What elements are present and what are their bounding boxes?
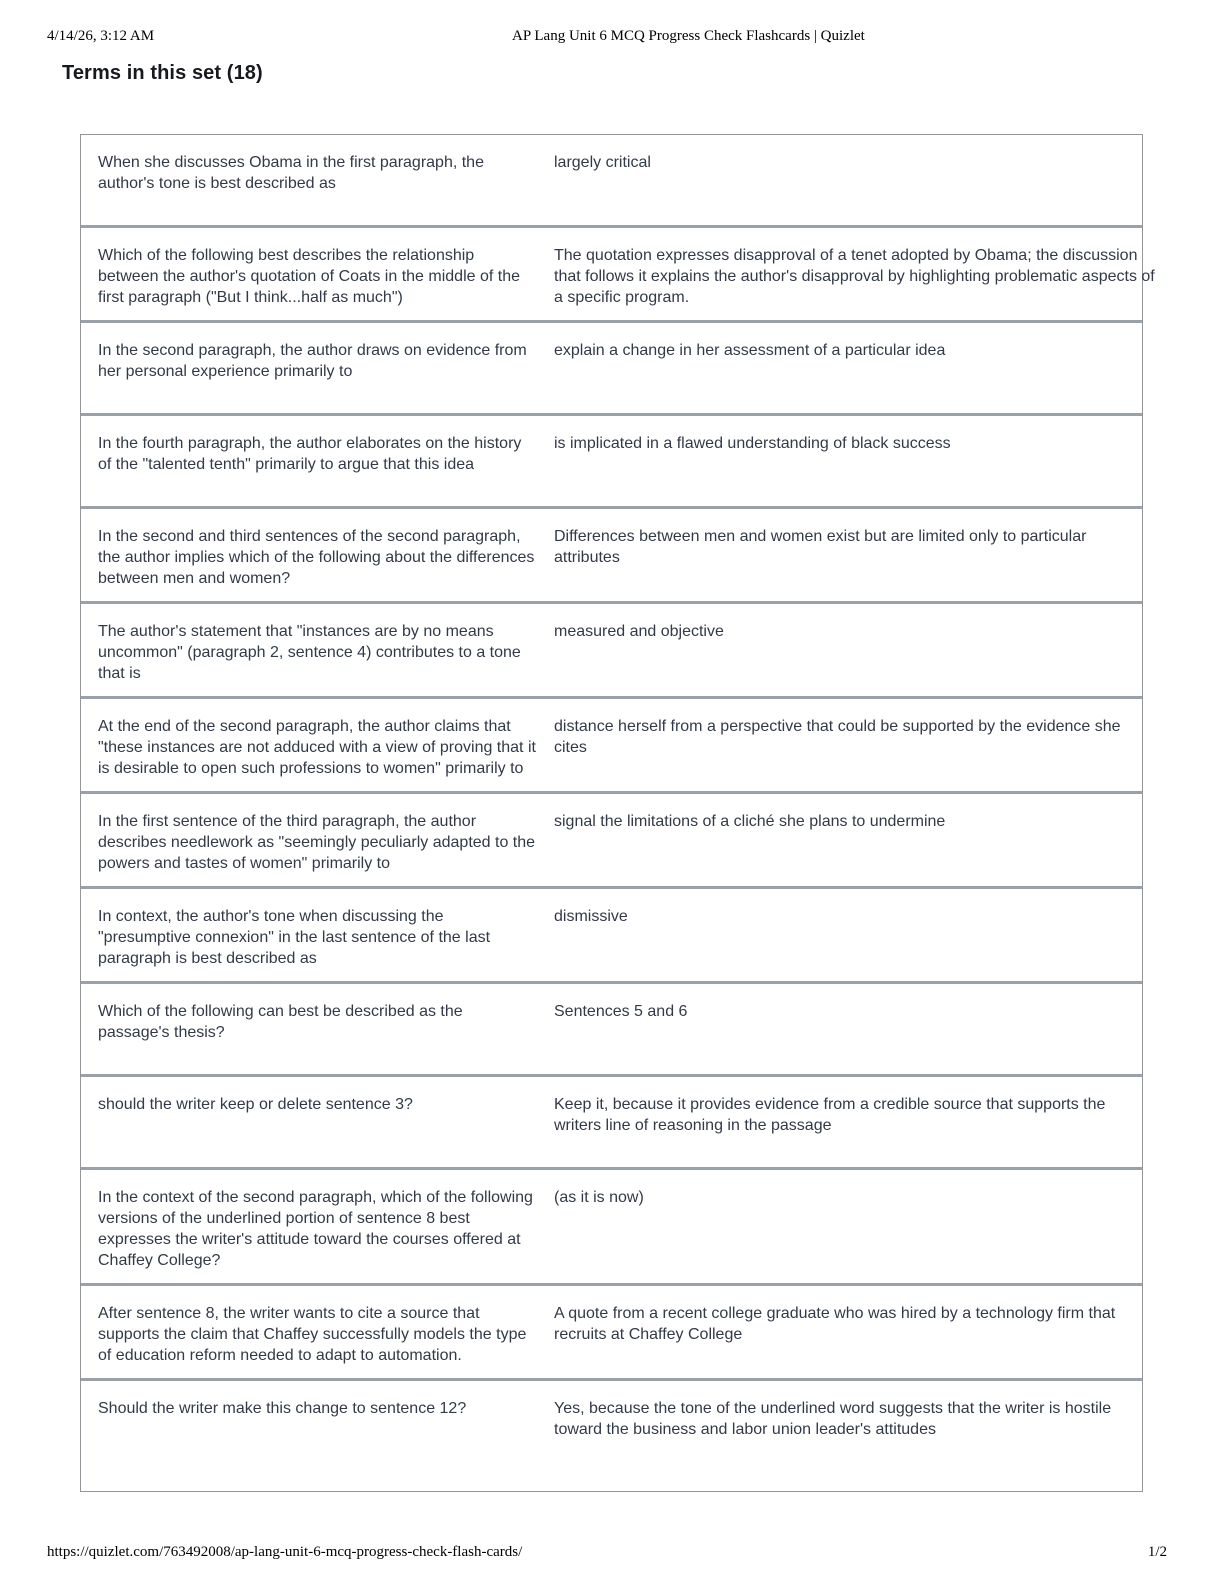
term-text: should the writer keep or delete sentence 3?	[98, 1096, 413, 1113]
definition-text: Yes, because the tone of the underlined word suggests that the writer is hostile toward the business and labor union leader's attitudes	[554, 1400, 1112, 1438]
term-text: In context, the author's tone when discussing the "presumptive connexion" in the last sentence of the last paragraph is best described as	[98, 908, 491, 967]
flashcard-row	[81, 889, 1142, 984]
term-text: In the context of the second paragraph, which of the following versions of the underlined portion of sentence 8 best expresses the writer's attitude toward the courses offered at Chaffey College?	[98, 1189, 533, 1269]
definition-text: measured and objective	[554, 623, 724, 640]
definition-text: signal the limitations of a cliché she plans to undermine	[554, 813, 946, 830]
term-text: The author's statement that "instances are by no means uncommon" (paragraph 2, sentence 4) contributes to a tone that is	[98, 623, 521, 682]
flashcard-row	[81, 1077, 1142, 1170]
terms-set-heading: Terms in this set (18)	[62, 62, 263, 84]
flashcard-row	[81, 794, 1142, 889]
term-text: Which of the following can best be described as the passage's thesis?	[98, 1003, 463, 1041]
term-text: At the end of the second paragraph, the author claims that "these instances are not adduced with a view of proving that it is desirable to open such professions to women" primarily to	[98, 718, 536, 777]
term-text: Which of the following best describes the relationship between the author's quotation of Coats in the middle of the first paragraph ("But I think...half as much")	[98, 247, 520, 306]
print-datetime: 4/14/26, 3:12 AM	[47, 28, 155, 44]
print-header	[0, 28, 1224, 48]
term-text: In the second paragraph, the author draws on evidence from her personal experience primarily to	[98, 342, 527, 380]
definition-text: explain a change in her assessment of a particular idea	[554, 342, 946, 359]
definition-text: A quote from a recent college graduate who was hired by a technology firm that recruits at Chaffey College	[554, 1305, 1116, 1343]
term-text: In the first sentence of the third paragraph, the author describes needlework as "seemingly peculiarly adapted to the powers and tastes of women" primarily to	[98, 813, 536, 872]
flashcard-row	[81, 323, 1142, 416]
definition-text: Keep it, because it provides evidence from a credible source that supports the writers line of reasoning in the passage	[554, 1096, 1106, 1134]
flashcard-row	[81, 1170, 1142, 1286]
term-text: In the fourth paragraph, the author elaborates on the history of the "talented tenth" primarily to argue that this idea	[98, 435, 522, 473]
flashcard-row	[81, 1381, 1142, 1491]
flashcard-row	[81, 1286, 1142, 1381]
flashcard-row	[81, 228, 1155, 323]
definition-text: (as it is now)	[554, 1189, 644, 1206]
print-document-title: AP Lang Unit 6 MCQ Progress Check Flashcards | Quizlet	[512, 28, 865, 44]
source-url: https://quizlet.com/763492008/ap-lang-unit-6-mcq-progress-check-flash-cards/	[47, 1544, 523, 1560]
print-footer	[47, 1544, 1167, 1561]
page-number: 1/2	[1147, 1544, 1167, 1560]
flashcard-row	[81, 604, 1142, 699]
term-text: When she discusses Obama in the first paragraph, the author's tone is best described as	[98, 154, 484, 192]
definition-text: Differences between men and women exist but are limited only to particular attributes	[554, 528, 1087, 566]
flashcard-row	[81, 509, 1142, 604]
flashcard-row	[81, 699, 1142, 794]
definition-text: is implicated in a flawed understanding of black success	[554, 435, 951, 452]
term-text: After sentence 8, the writer wants to cite a source that supports the claim that Chaffey successfully models the type of education reform needed to adapt to automation.	[98, 1305, 527, 1364]
definition-text: largely critical	[554, 154, 651, 171]
flashcard-row	[81, 135, 1142, 228]
flashcard-row	[81, 984, 1142, 1077]
term-text: In the second and third sentences of the second paragraph, the author implies which of the following about the differences between men and women?	[98, 528, 535, 587]
definition-text: The quotation expresses disapproval of a tenet adopted by Obama; the discussion that follows it explains the author's disapproval by highlighting problematic aspects of a specific program.	[554, 247, 1155, 306]
definition-text: Sentences 5 and 6	[554, 1003, 688, 1020]
flashcard-row	[81, 416, 1142, 509]
term-text: Should the writer make this change to sentence 12?	[98, 1400, 467, 1417]
definition-text: distance herself from a perspective that could be supported by the evidence she cites	[554, 718, 1121, 756]
definition-text: dismissive	[554, 908, 628, 925]
flashcards-table	[80, 134, 1155, 1492]
